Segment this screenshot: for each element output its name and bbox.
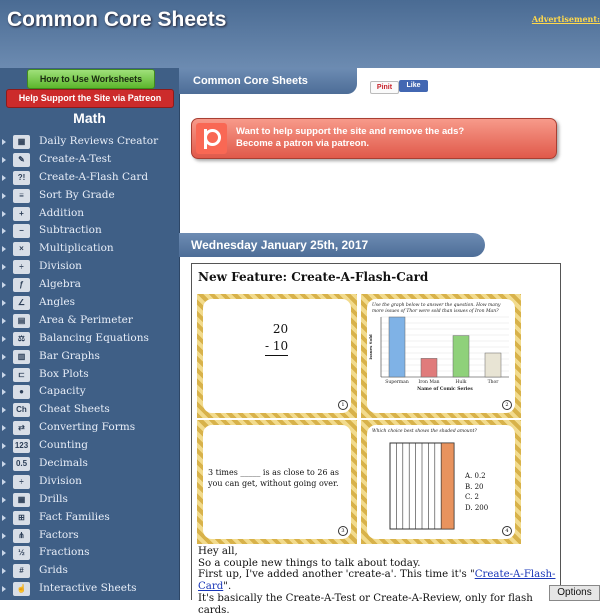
estimation-question: 3 times _____ is as close to 26 as you can get, without going over. (208, 468, 339, 488)
graph-question: Use the graph below to answer the question. How many more issues of Thor were sold than issues of Iron Man? (372, 303, 501, 314)
sidebar-item-label: Fractions (39, 546, 90, 559)
flash-card-4 (361, 420, 521, 544)
expand-arrow-icon (2, 228, 6, 234)
facebook-like-button[interactable]: Like (399, 80, 428, 92)
flash-card-2 (361, 294, 521, 418)
expand-arrow-icon (2, 318, 6, 324)
algebra-icon: ƒ (13, 278, 30, 292)
category-label: Thor (487, 380, 499, 385)
expand-arrow-icon (2, 497, 6, 503)
sidebar-item-label: Cheat Sheets (39, 403, 110, 416)
post-line-2: So a couple new things to talk about today. (198, 557, 421, 569)
sidebar-item-label: Fact Families (39, 510, 110, 523)
droplet-icon: ● (13, 385, 30, 399)
bar-thor (485, 353, 501, 377)
answer-c: C. 2 (465, 493, 480, 501)
sidebar-item-label: Grids (39, 564, 68, 577)
minuend: 20 (272, 322, 289, 336)
sidebar-heading-math: Math (73, 110, 106, 126)
answer-a: A. 0.2 (465, 472, 486, 480)
sidebar-item-label: Drills (39, 492, 68, 505)
sidebar-item-create-a-flash-card[interactable] (0, 169, 179, 187)
angle-icon: ∠ (13, 296, 30, 310)
sidebar-item-daily-reviews-creator[interactable] (0, 133, 179, 151)
expand-arrow-icon (2, 586, 6, 592)
balance-icon: ⚖ (13, 332, 30, 346)
sidebar-item-capacity[interactable] (0, 383, 179, 401)
support-patreon-button[interactable]: Help Support the Site via Patreon (6, 89, 174, 108)
post-line-4: It's basically the Create-A-Test or Create-A-Review, only for flash cards. (198, 592, 533, 616)
fact-family-icon: ⊞ (13, 511, 30, 525)
y-axis-label: Issues Sold (368, 334, 373, 360)
sidebar-item-addition[interactable] (0, 205, 179, 223)
times-icon: × (13, 242, 30, 256)
sidebar-item-drills[interactable] (0, 491, 179, 509)
expand-arrow-icon (2, 193, 6, 199)
sidebar-item-label: Balancing Equations (39, 331, 149, 344)
minus-icon: − (13, 224, 30, 238)
sidebar-item-cheat-sheets[interactable] (0, 401, 179, 419)
sidebar-item-counting[interactable] (0, 437, 179, 455)
calendar-icon: ▦ (13, 135, 30, 149)
expand-arrow-icon (2, 568, 6, 574)
sidebar-item-fact-families[interactable] (0, 509, 179, 527)
support-line-1: Want to help support the site and remove the ads? (236, 126, 465, 137)
expand-arrow-icon (2, 515, 6, 521)
expand-arrow-icon (2, 246, 6, 252)
sidebar-item-label: Decimals (39, 457, 88, 470)
expand-arrow-icon (2, 139, 6, 145)
expand-arrow-icon (2, 372, 6, 378)
sidebar-item-label: Create-A-Flash Card (39, 170, 149, 183)
decimal-model-diagram (389, 442, 459, 534)
sidebar-item-label: Area & Perimeter (39, 313, 133, 326)
sidebar-item-decimals[interactable] (0, 455, 179, 473)
expand-arrow-icon (2, 336, 6, 342)
post-line-3-end: ". (223, 581, 232, 593)
test-sheet-icon: ✎ (13, 153, 30, 167)
drill-icon: ▦ (13, 493, 30, 507)
bar-chart (367, 313, 515, 413)
decimal-icon: 0.5 (13, 457, 30, 471)
sidebar-item-division[interactable] (0, 258, 179, 276)
site-title[interactable]: Common Core Sheets (7, 8, 227, 31)
grid-area-icon: ▤ (13, 314, 30, 328)
sidebar-item-create-a-test[interactable] (0, 151, 179, 169)
pointer-hand-icon: ☝ (13, 582, 30, 596)
sidebar-item-label: Daily Reviews Creator (39, 135, 159, 147)
expand-arrow-icon (2, 211, 6, 217)
sidebar-item-label: Bar Graphs (39, 349, 100, 362)
divide-icon: ÷ (13, 475, 30, 489)
grade-sort-icon: ≡ (13, 189, 30, 203)
category-label: Superman (385, 380, 409, 385)
pinit-button[interactable]: Pinit (370, 81, 399, 94)
expand-arrow-icon (2, 175, 6, 181)
how-to-use-button[interactable]: How to Use Worksheets (27, 69, 155, 89)
sidebar-item-label: Converting Forms (39, 421, 136, 434)
expand-arrow-icon (2, 533, 6, 539)
expand-arrow-icon (2, 389, 6, 395)
sidebar-item-sort-by-grade[interactable] (0, 187, 179, 205)
card-number: 3 (338, 526, 348, 536)
post-date: Wednesday January 25th, 2017 (179, 233, 485, 257)
bar-iron-man (421, 358, 437, 377)
sidebar-item-interactive-sheets[interactable] (0, 580, 179, 598)
category-label: Hulk (455, 380, 467, 385)
bar-graph-icon: ▥ (13, 350, 30, 364)
support-banner-text (236, 126, 464, 150)
sidebar-item-subtraction[interactable] (0, 222, 179, 240)
x-axis-label: Name of Comic Series (417, 387, 473, 392)
create-a-flash-card-link[interactable]: Create-A-Flash-Card (198, 569, 556, 593)
category-label: Iron Man (418, 380, 440, 385)
patreon-support-banner[interactable] (191, 118, 557, 159)
sidebar-item-multiplication[interactable] (0, 240, 179, 258)
expand-arrow-icon (2, 407, 6, 413)
sidebar-item-converting-forms[interactable] (0, 419, 179, 437)
sidebar-item-algebra[interactable] (0, 276, 179, 294)
card-number: 2 (502, 400, 512, 410)
factor-tree-icon: ⋔ (13, 529, 30, 543)
sidebar-item-label: Interactive Sheets (39, 582, 137, 595)
sidebar-item-label: Angles (39, 296, 76, 309)
sidebar-item-label: Multiplication (39, 242, 114, 255)
sidebar-item-label: Addition (39, 206, 85, 219)
answer-choices (465, 471, 488, 513)
sidebar-item-label: Division (39, 474, 82, 487)
sidebar-item-label: Subtraction (39, 224, 102, 237)
post-body (198, 546, 558, 616)
divide-icon: ÷ (13, 260, 30, 274)
bar-hulk (453, 336, 469, 377)
flash-card-sheet (197, 294, 521, 544)
flash-card-3 (197, 420, 357, 544)
plus-icon: + (13, 207, 30, 221)
flash-card-1 (197, 294, 357, 418)
options-button[interactable]: Options (549, 585, 600, 601)
expand-arrow-icon (2, 479, 6, 485)
sidebar-item-balancing-equations[interactable] (0, 330, 179, 348)
answer-d: D. 200 (465, 503, 489, 512)
blog-post (191, 263, 561, 616)
counting-icon: 123 (13, 439, 30, 453)
advertisement-link[interactable]: Advertisement: (531, 14, 600, 24)
sidebar-item-division[interactable] (0, 473, 179, 491)
expand-arrow-icon (2, 282, 6, 288)
sidebar-item-box-plots[interactable] (0, 366, 179, 384)
convert-icon: ⇄ (13, 421, 30, 435)
sidebar-nav (0, 133, 179, 598)
shaded-question: Which choice best shows the shaded amount? (372, 429, 477, 434)
fraction-icon: ½ (13, 546, 30, 560)
card-number: 1 (338, 400, 348, 410)
post-line-3 (198, 569, 558, 592)
expand-arrow-icon (2, 264, 6, 270)
sidebar-item-label: Box Plots (39, 367, 89, 380)
sidebar-item-label: Create-A-Test (39, 152, 112, 165)
sidebar-item-label: Capacity (39, 385, 86, 398)
support-line-2: Become a patron via patreon. (236, 138, 370, 149)
post-greeting: Hey all, (198, 546, 238, 557)
expand-arrow-icon (2, 443, 6, 449)
expand-arrow-icon (2, 157, 6, 163)
sidebar-item-factors[interactable] (0, 527, 179, 545)
post-title: New Feature: Create-A-Flash-Card (198, 270, 429, 284)
expand-arrow-icon (2, 300, 6, 306)
answer-b: B. 20 (465, 482, 484, 491)
sidebar-item-label: Counting (39, 439, 88, 452)
grid-icon: # (13, 564, 30, 578)
subtrahend: - 10 (265, 338, 288, 356)
sidebar-item-label: Sort By Grade (39, 188, 115, 201)
site-header (0, 0, 600, 68)
sidebar-item-label: Algebra (39, 278, 81, 291)
expand-arrow-icon (2, 550, 6, 556)
subtraction-problem (265, 321, 288, 356)
sidebar-item-label: Factors (39, 528, 79, 541)
patreon-logo-icon (196, 123, 227, 154)
expand-arrow-icon (2, 425, 6, 431)
expand-arrow-icon (2, 461, 6, 467)
post-line-3-text: First up, I've added another 'create-a'. This time it's " (198, 569, 475, 581)
sidebar (0, 68, 180, 600)
card-number: 4 (502, 526, 512, 536)
sidebar-item-angles[interactable] (0, 294, 179, 312)
sidebar-item-grids[interactable] (0, 562, 179, 580)
expand-arrow-icon (2, 354, 6, 360)
cheat-sheet-icon: Ch (13, 403, 30, 417)
bar-superman (389, 317, 405, 377)
sidebar-item-label: Division (39, 260, 82, 273)
section-tab: Common Core Sheets (179, 68, 357, 94)
flash-card-icon: ?! (13, 171, 30, 185)
sidebar-item-fractions[interactable] (0, 544, 179, 562)
box-plot-icon: ⊏ (13, 368, 30, 382)
sidebar-item-bar-graphs[interactable] (0, 348, 179, 366)
sidebar-item-area-perimeter[interactable] (0, 312, 179, 330)
